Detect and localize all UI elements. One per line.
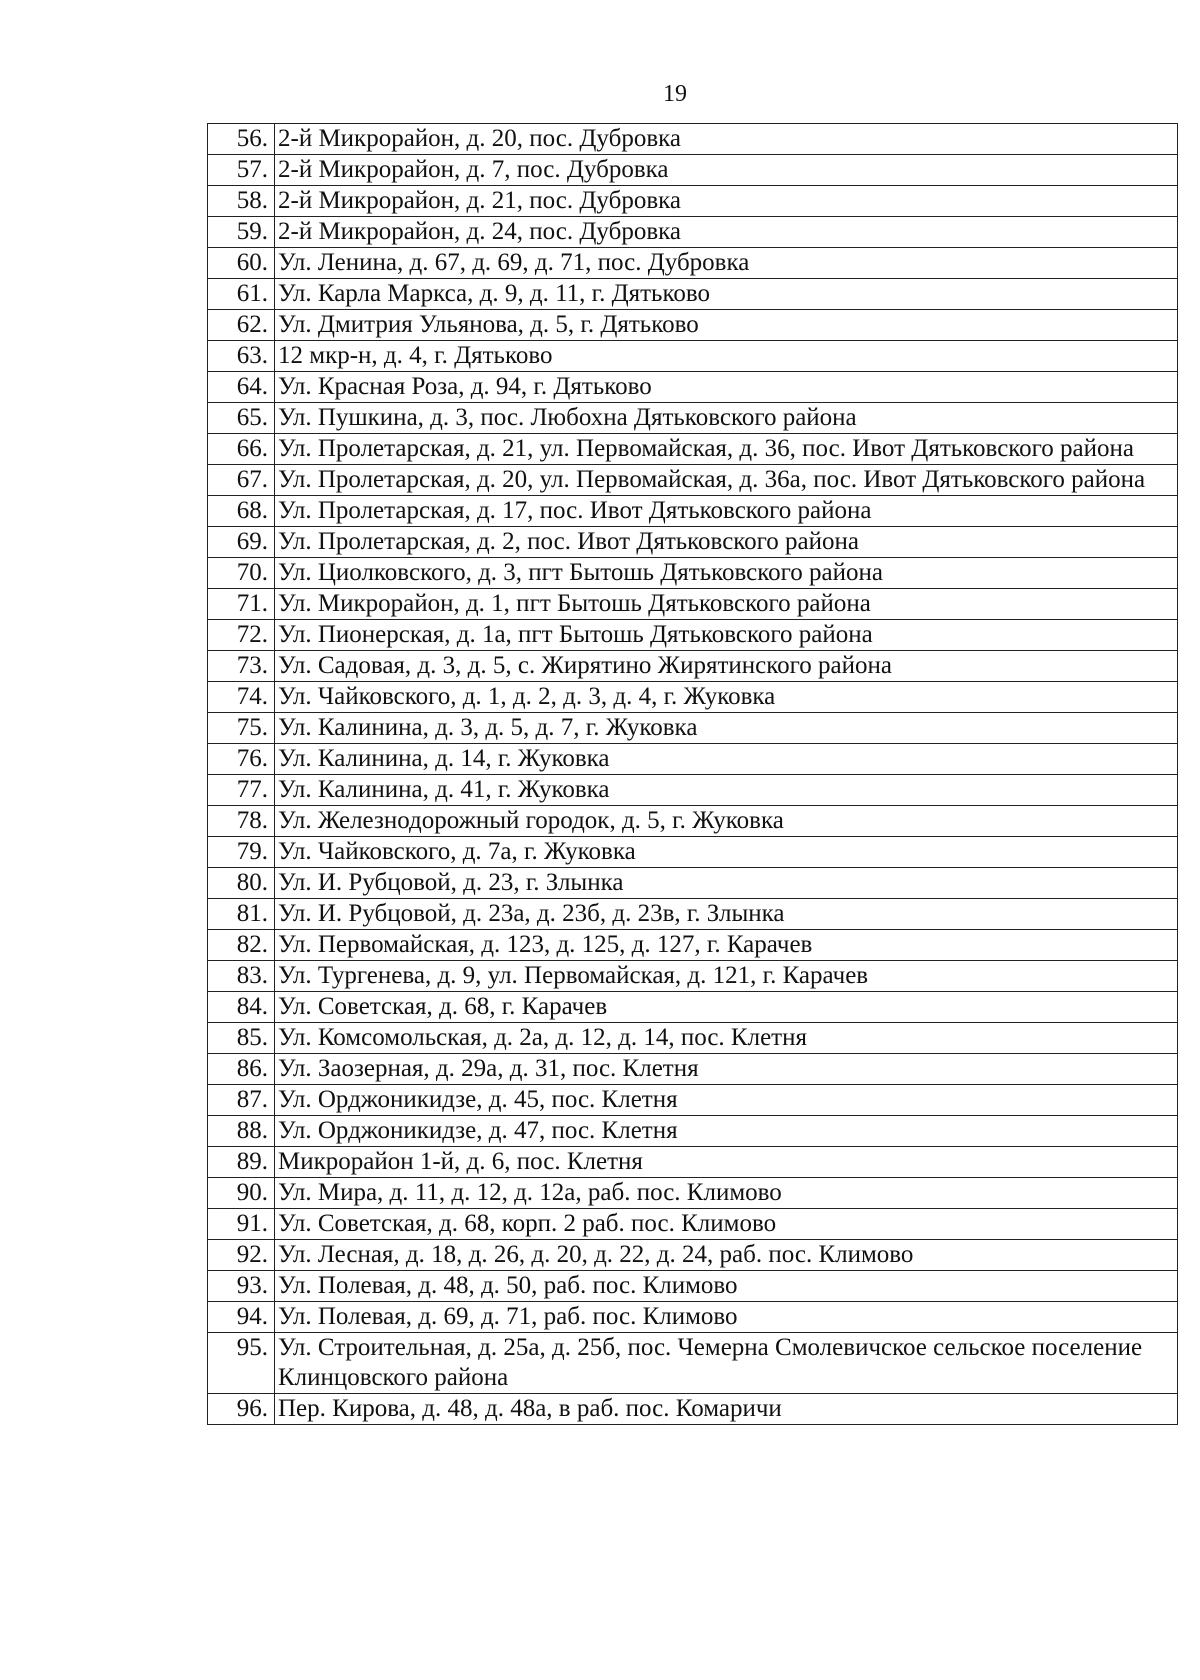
table-row bbox=[208, 1271, 1178, 1302]
table-row bbox=[208, 217, 1178, 248]
table-row bbox=[208, 1394, 1178, 1425]
row-number: 76. bbox=[208, 744, 275, 775]
address-table-body bbox=[208, 124, 1178, 1425]
row-address: Ул. Микрорайон, д. 1, пгт Бытошь Дятьковского района bbox=[275, 589, 1178, 620]
row-address: Ул. Чайковского, д. 1, д. 2, д. 3, д. 4, г. Жуковка bbox=[275, 682, 1178, 713]
table-row bbox=[208, 155, 1178, 186]
table-row bbox=[208, 1116, 1178, 1147]
table-row bbox=[208, 279, 1178, 310]
row-address: Ул. Орджоникидзе, д. 45, пос. Клетня bbox=[275, 1085, 1178, 1116]
row-address: Ул. Пролетарская, д. 20, ул. Первомайская, д. 36а, пос. Ивот Дятьковского района bbox=[275, 465, 1178, 496]
row-address: Ул. Пролетарская, д. 21, ул. Первомайская, д. 36, пос. Ивот Дятьковского района bbox=[275, 434, 1178, 465]
row-number: 92. bbox=[208, 1240, 275, 1271]
row-number: 71. bbox=[208, 589, 275, 620]
table-row bbox=[208, 496, 1178, 527]
row-address: Ул. Советская, д. 68, корп. 2 раб. пос. Климово bbox=[275, 1209, 1178, 1240]
row-address: Ул. Чайковского, д. 7а, г. Жуковка bbox=[275, 837, 1178, 868]
row-number: 62. bbox=[208, 310, 275, 341]
row-number: 72. bbox=[208, 620, 275, 651]
table-row bbox=[208, 527, 1178, 558]
row-address: Ул. Первомайская, д. 123, д. 125, д. 127, г. Карачев bbox=[275, 930, 1178, 961]
row-address: Ул. Комсомольская, д. 2а, д. 12, д. 14, пос. Клетня bbox=[275, 1023, 1178, 1054]
row-address: Ул. Заозерная, д. 29а, д. 31, пос. Клетня bbox=[275, 1054, 1178, 1085]
row-number: 67. bbox=[208, 465, 275, 496]
row-address: 2-й Микрорайон, д. 20, пос. Дубровка bbox=[275, 124, 1178, 155]
row-number: 65. bbox=[208, 403, 275, 434]
table-row bbox=[208, 1333, 1178, 1394]
row-address: Ул. Циолковского, д. 3, пгт Бытошь Дятьковского района bbox=[275, 558, 1178, 589]
table-row bbox=[208, 1023, 1178, 1054]
table-row bbox=[208, 310, 1178, 341]
row-number: 88. bbox=[208, 1116, 275, 1147]
row-address: 2-й Микрорайон, д. 21, пос. Дубровка bbox=[275, 186, 1178, 217]
row-number: 64. bbox=[208, 372, 275, 403]
row-address: Ул. Тургенева, д. 9, ул. Первомайская, д. 121, г. Карачев bbox=[275, 961, 1178, 992]
row-number: 75. bbox=[208, 713, 275, 744]
row-address: Ул. Строительная, д. 25а, д. 25б, пос. Чемерна Смолевичское сельское поселение Клинцовского района bbox=[275, 1333, 1178, 1394]
row-address: Пер. Кирова, д. 48, д. 48а, в раб. пос. Комаричи bbox=[275, 1394, 1178, 1425]
row-address: Ул. Советская, д. 68, г. Карачев bbox=[275, 992, 1178, 1023]
row-number: 69. bbox=[208, 527, 275, 558]
row-number: 59. bbox=[208, 217, 275, 248]
table-row bbox=[208, 930, 1178, 961]
table-row bbox=[208, 434, 1178, 465]
row-address: Ул. Полевая, д. 48, д. 50, раб. пос. Климово bbox=[275, 1271, 1178, 1302]
table-row bbox=[208, 1054, 1178, 1085]
table-row bbox=[208, 1147, 1178, 1178]
row-address: Ул. Орджоникидзе, д. 47, пос. Клетня bbox=[275, 1116, 1178, 1147]
row-address: Ул. Пушкина, д. 3, пос. Любохна Дятьковского района bbox=[275, 403, 1178, 434]
row-number: 81. bbox=[208, 899, 275, 930]
row-number: 80. bbox=[208, 868, 275, 899]
table-row bbox=[208, 1085, 1178, 1116]
page-number: 19 bbox=[663, 81, 687, 107]
table-row bbox=[208, 1178, 1178, 1209]
row-number: 96. bbox=[208, 1394, 275, 1425]
row-address: Ул. Пионерская, д. 1а, пгт Бытошь Дятьковского района bbox=[275, 620, 1178, 651]
row-number: 63. bbox=[208, 341, 275, 372]
table-row bbox=[208, 713, 1178, 744]
row-address: Ул. Лесная, д. 18, д. 26, д. 20, д. 22, д. 24, раб. пос. Климово bbox=[275, 1240, 1178, 1271]
row-number: 68. bbox=[208, 496, 275, 527]
table-row bbox=[208, 682, 1178, 713]
row-number: 73. bbox=[208, 651, 275, 682]
row-number: 89. bbox=[208, 1147, 275, 1178]
row-number: 78. bbox=[208, 806, 275, 837]
row-address: 12 мкр-н, д. 4, г. Дятьково bbox=[275, 341, 1178, 372]
table-row bbox=[208, 1209, 1178, 1240]
row-number: 74. bbox=[208, 682, 275, 713]
row-address: Ул. Пролетарская, д. 2, пос. Ивот Дятьковского района bbox=[275, 527, 1178, 558]
row-number: 56. bbox=[208, 124, 275, 155]
table-row bbox=[208, 744, 1178, 775]
table-row bbox=[208, 961, 1178, 992]
table-row bbox=[208, 899, 1178, 930]
row-address: Ул. Карла Маркса, д. 9, д. 11, г. Дятьково bbox=[275, 279, 1178, 310]
row-address: Микрорайон 1-й, д. 6, пос. Клетня bbox=[275, 1147, 1178, 1178]
row-address: Ул. Пролетарская, д. 17, пос. Ивот Дятьковского района bbox=[275, 496, 1178, 527]
row-number: 87. bbox=[208, 1085, 275, 1116]
table-row bbox=[208, 589, 1178, 620]
row-number: 60. bbox=[208, 248, 275, 279]
table-row bbox=[208, 837, 1178, 868]
table-row bbox=[208, 806, 1178, 837]
row-address: Ул. Мира, д. 11, д. 12, д. 12а, раб. пос. Климово bbox=[275, 1178, 1178, 1209]
table-row bbox=[208, 465, 1178, 496]
row-number: 79. bbox=[208, 837, 275, 868]
table-row bbox=[208, 992, 1178, 1023]
table-row bbox=[208, 868, 1178, 899]
table-row bbox=[208, 124, 1178, 155]
row-address: Ул. Красная Роза, д. 94, г. Дятьково bbox=[275, 372, 1178, 403]
table-row bbox=[208, 372, 1178, 403]
table-row bbox=[208, 248, 1178, 279]
table-row bbox=[208, 775, 1178, 806]
row-number: 83. bbox=[208, 961, 275, 992]
row-number: 85. bbox=[208, 1023, 275, 1054]
row-number: 61. bbox=[208, 279, 275, 310]
row-number: 93. bbox=[208, 1271, 275, 1302]
row-address: 2-й Микрорайон, д. 24, пос. Дубровка bbox=[275, 217, 1178, 248]
table-row bbox=[208, 1240, 1178, 1271]
table-row bbox=[208, 620, 1178, 651]
row-number: 70. bbox=[208, 558, 275, 589]
row-number: 66. bbox=[208, 434, 275, 465]
row-address: Ул. И. Рубцовой, д. 23, г. Злынка bbox=[275, 868, 1178, 899]
row-address: Ул. Дмитрия Ульянова, д. 5, г. Дятьково bbox=[275, 310, 1178, 341]
row-address: Ул. Ленина, д. 67, д. 69, д. 71, пос. Дубровка bbox=[275, 248, 1178, 279]
address-table bbox=[207, 123, 1178, 1425]
table-row bbox=[208, 403, 1178, 434]
table-row bbox=[208, 558, 1178, 589]
row-address: Ул. Калинина, д. 14, г. Жуковка bbox=[275, 744, 1178, 775]
row-number: 95. bbox=[208, 1333, 275, 1394]
row-number: 82. bbox=[208, 930, 275, 961]
row-number: 94. bbox=[208, 1302, 275, 1333]
row-number: 58. bbox=[208, 186, 275, 217]
row-address: Ул. Железнодорожный городок, д. 5, г. Жуковка bbox=[275, 806, 1178, 837]
row-address: Ул. Калинина, д. 3, д. 5, д. 7, г. Жуковка bbox=[275, 713, 1178, 744]
row-address: 2-й Микрорайон, д. 7, пос. Дубровка bbox=[275, 155, 1178, 186]
row-address: Ул. Полевая, д. 69, д. 71, раб. пос. Климово bbox=[275, 1302, 1178, 1333]
row-number: 84. bbox=[208, 992, 275, 1023]
row-number: 57. bbox=[208, 155, 275, 186]
table-row bbox=[208, 651, 1178, 682]
row-number: 91. bbox=[208, 1209, 275, 1240]
row-address: Ул. И. Рубцовой, д. 23а, д. 23б, д. 23в, г. Злынка bbox=[275, 899, 1178, 930]
row-number: 86. bbox=[208, 1054, 275, 1085]
row-address: Ул. Калинина, д. 41, г. Жуковка bbox=[275, 775, 1178, 806]
table-row bbox=[208, 1302, 1178, 1333]
row-number: 90. bbox=[208, 1178, 275, 1209]
table-row bbox=[208, 186, 1178, 217]
row-address: Ул. Садовая, д. 3, д. 5, с. Жирятино Жирятинского района bbox=[275, 651, 1178, 682]
row-number: 77. bbox=[208, 775, 275, 806]
table-row bbox=[208, 341, 1178, 372]
